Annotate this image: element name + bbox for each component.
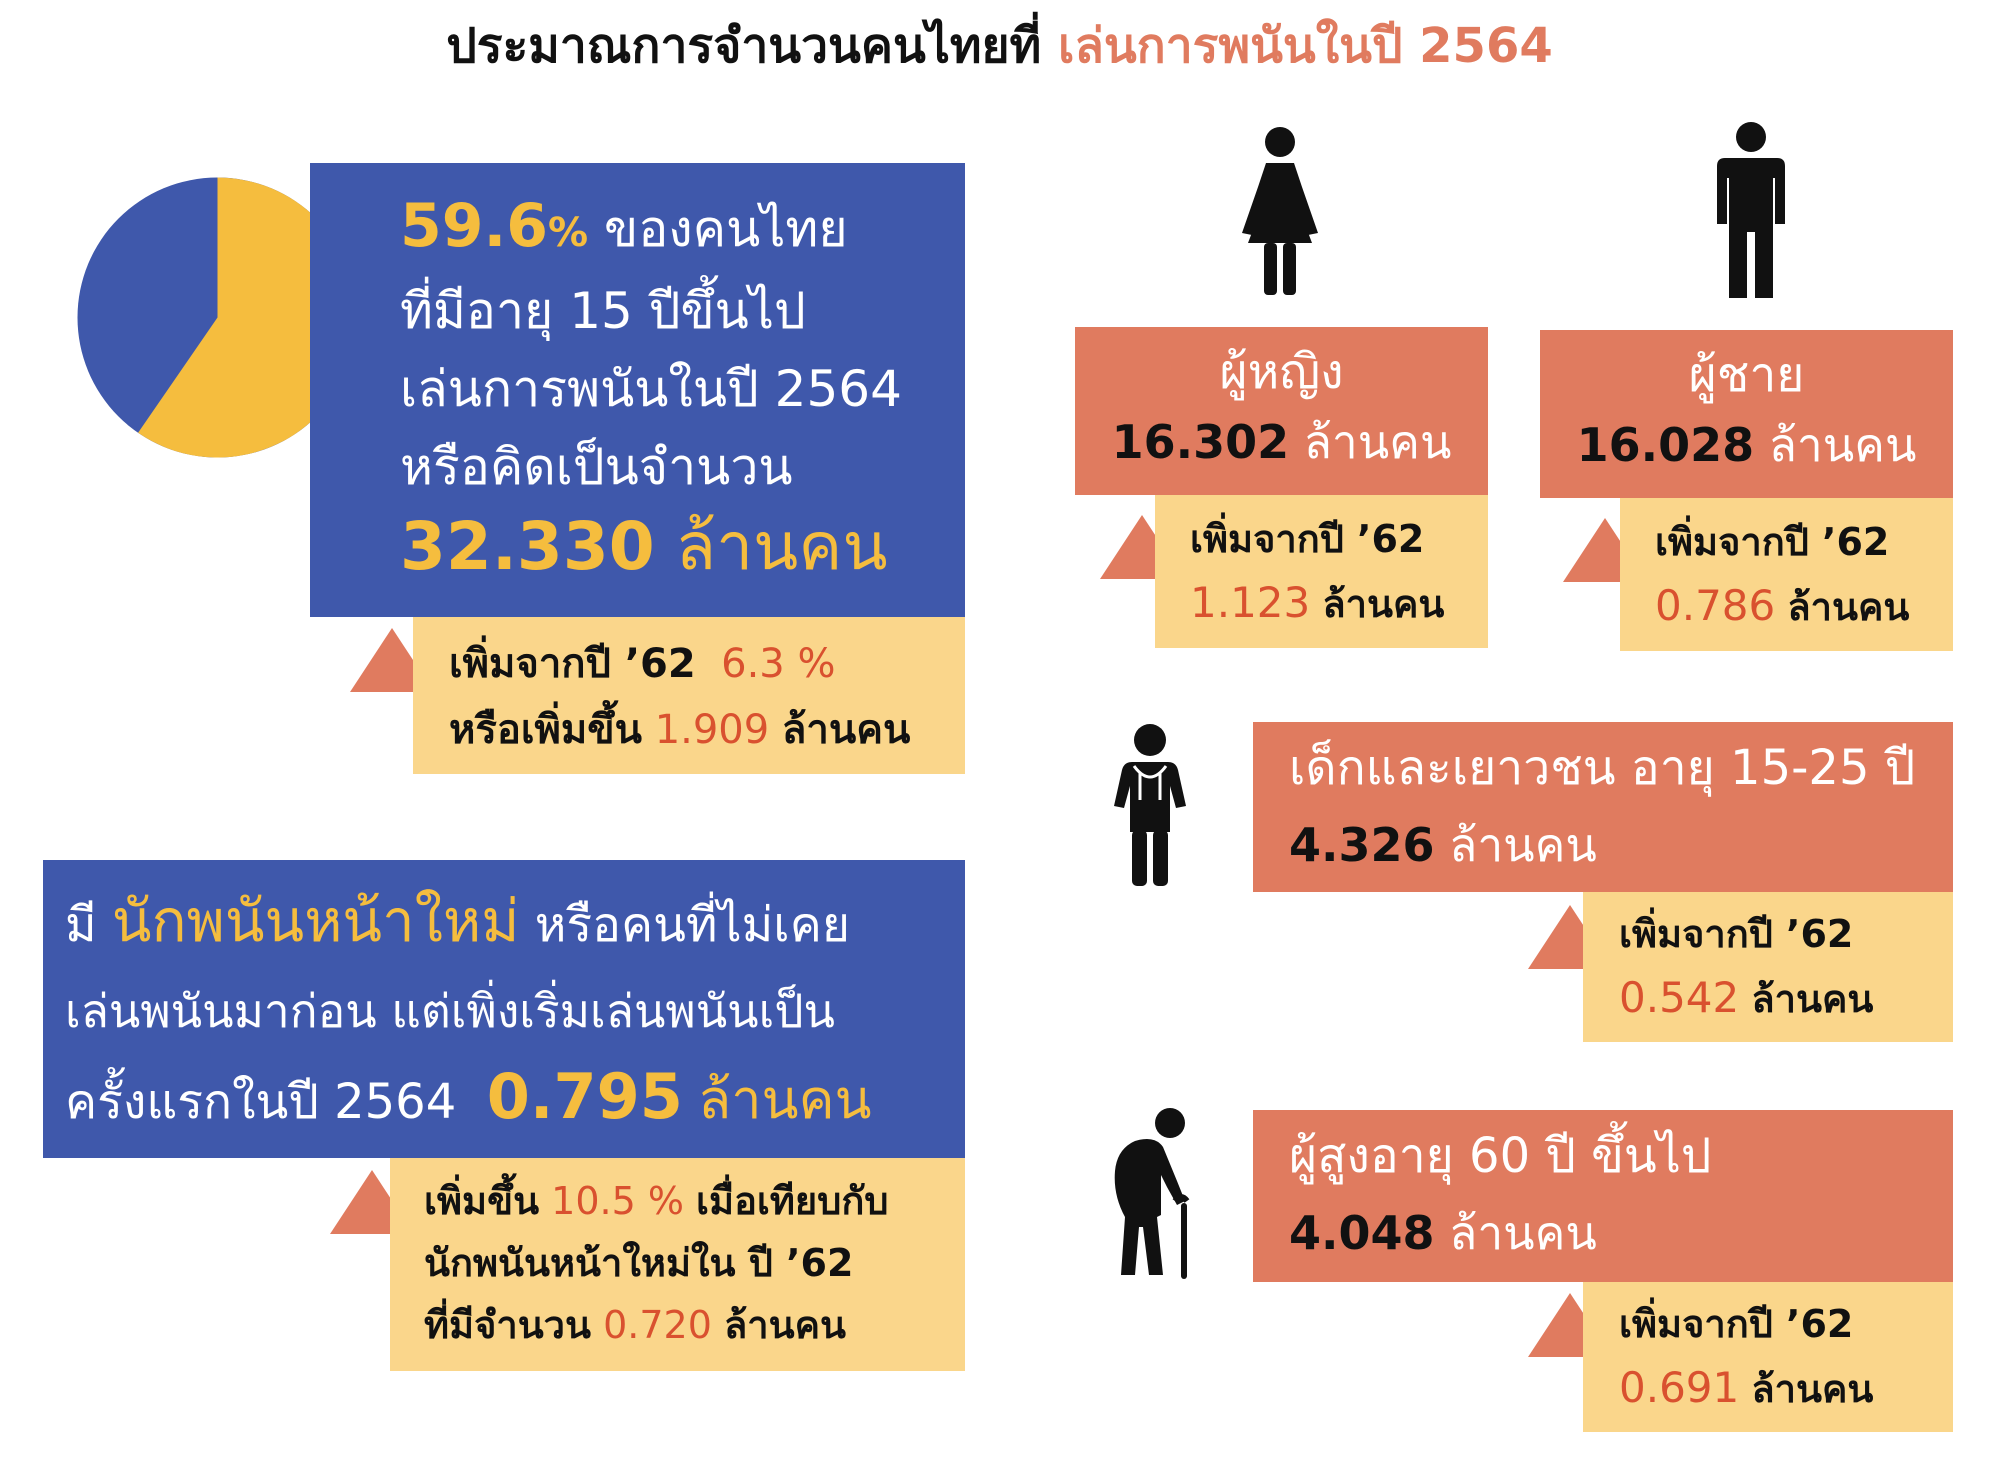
youth-increase-box [1583,892,1953,1042]
elderly-unit: ล้านคน [1449,1206,1597,1260]
men-value: 16.028 [1576,418,1755,472]
new-gamblers-highlight: นักพนันหน้าใหม่ [111,887,520,955]
women-label: ผู้หญิง [1219,344,1344,400]
summary-increase-percent: 6.3 % [721,641,836,687]
women-unit: ล้านคน [1303,415,1452,469]
summary-increase-prefix: เพิ่มจากปี ’62 [449,641,696,687]
men-increase-value: 0.786 [1655,581,1776,630]
new-gamblers-unit: ล้านคน [698,1068,872,1131]
youth-increase-value: 0.542 [1619,973,1740,1022]
man-icon [1715,120,1787,298]
youth-box [1253,722,1953,892]
summary-total-unit: ล้านคน [675,508,888,585]
new-gamblers-increase-prefix: เพิ่มขึ้น [424,1179,540,1223]
elderly-cane-icon [1105,1105,1200,1280]
elderly-total [1289,1196,1711,1270]
youth-value: 4.326 [1289,818,1435,872]
elderly-increase-line [1619,1356,1873,1421]
new-gamblers-increase-line3 [424,1294,888,1356]
women-increase-box [1155,495,1488,648]
summary-total-value: 32.330 [400,508,655,585]
women-value: 16.302 [1111,415,1290,469]
summary-line3: เล่นการพนันในปี 2564 [400,360,902,418]
youth-label: เด็กและเยาวชน อายุ 15-25 ปี [1289,740,1916,796]
summary-increase-unit: ล้านคน [781,707,911,753]
page-title [0,8,1999,84]
new-gamblers-increase-line1 [424,1170,888,1232]
elderly-increase-unit: ล้านคน [1751,1367,1874,1411]
women-increase-value: 1.123 [1190,578,1311,627]
women-increase-label: เพิ่มจากปี ’62 [1190,517,1425,561]
new-gamblers-increase-unit: ล้านคน [723,1303,846,1347]
new-gamblers-increase-box [390,1158,965,1371]
summary-total [400,506,902,588]
elderly-box [1253,1110,1953,1282]
youth-increase-label: เพิ่มจากปี ’62 [1619,912,1854,956]
women-increase-unit: ล้านคน [1322,582,1445,626]
summary-line4: หรือคิดเป็นจำนวน [400,438,793,496]
new-gamblers-prefix: มี [65,897,97,953]
youth-total [1289,808,1915,882]
new-gamblers-line3-text: ครั้งแรกในปี 2564 [65,1074,457,1130]
summary-increase-line2 [449,697,910,763]
men-unit: ล้านคน [1768,418,1917,472]
men-box [1540,330,1953,498]
title-highlight: เล่นการพนันในปี 2564 [1058,18,1553,74]
men-increase-unit: ล้านคน [1787,585,1910,629]
new-gamblers-value: 0.795 [486,1060,683,1133]
summary-percent: 59.6 [400,191,549,261]
summary-increase-line1 [449,631,910,697]
summary-increase-value: 1.909 [654,707,770,753]
women-box [1075,327,1488,495]
elderly-increase-value: 0.691 [1619,1363,1740,1412]
title-main: ประมาณการจำนวนคนไทยที่ [446,18,1042,74]
new-gamblers-increase-value: 0.720 [603,1303,712,1347]
men-increase-label: เพิ่มจากปี ’62 [1655,520,1890,564]
summary-percent-sign: % [548,210,589,256]
summary-line2: ที่มีอายุ 15 ปีขึ้นไป [400,282,806,340]
elderly-increase-box [1583,1282,1953,1432]
elderly-value: 4.048 [1289,1206,1435,1260]
men-total [1540,410,1953,480]
men-label: ผู้ชาย [1688,347,1805,403]
new-gamblers-box [43,860,965,1158]
men-increase-line [1655,574,1909,639]
new-gamblers-line2: เล่นพนันมาก่อน แต่เพิ่งเริ่มเล่นพนันเป็น [65,984,835,1038]
summary-line1 [400,187,902,272]
women-total [1075,407,1488,477]
new-gamblers-increase-line3-prefix: ที่มีจำนวน [424,1303,591,1347]
summary-box [310,163,965,617]
women-increase-line [1190,571,1444,636]
summary-increase-line2-prefix: หรือเพิ่มขึ้น [449,707,642,753]
elderly-increase-label: เพิ่มจากปี ’62 [1619,1302,1854,1346]
new-gamblers-increase-percent: 10.5 % [551,1179,684,1223]
woman-icon [1240,125,1320,297]
youth-unit: ล้านคน [1449,818,1597,872]
student-icon [1110,722,1190,887]
new-gamblers-line1-suffix: หรือคนที่ไม่เคย [534,897,850,953]
new-gamblers-line3 [65,1054,872,1145]
new-gamblers-increase-suffix: เมื่อเทียบกับ [696,1179,889,1223]
summary-line1-suffix: ของคนไทย [604,200,848,258]
youth-increase-unit: ล้านคน [1751,977,1874,1021]
elderly-label: ผู้สูงอายุ 60 ปี ขึ้นไป [1289,1128,1712,1184]
new-gamblers-line1 [65,878,872,968]
new-gamblers-increase-line2: นักพนันหน้าใหม่ใน ปี ’62 [424,1241,854,1285]
summary-increase-box [413,617,965,774]
youth-increase-line [1619,966,1873,1031]
men-increase-box [1620,498,1953,651]
